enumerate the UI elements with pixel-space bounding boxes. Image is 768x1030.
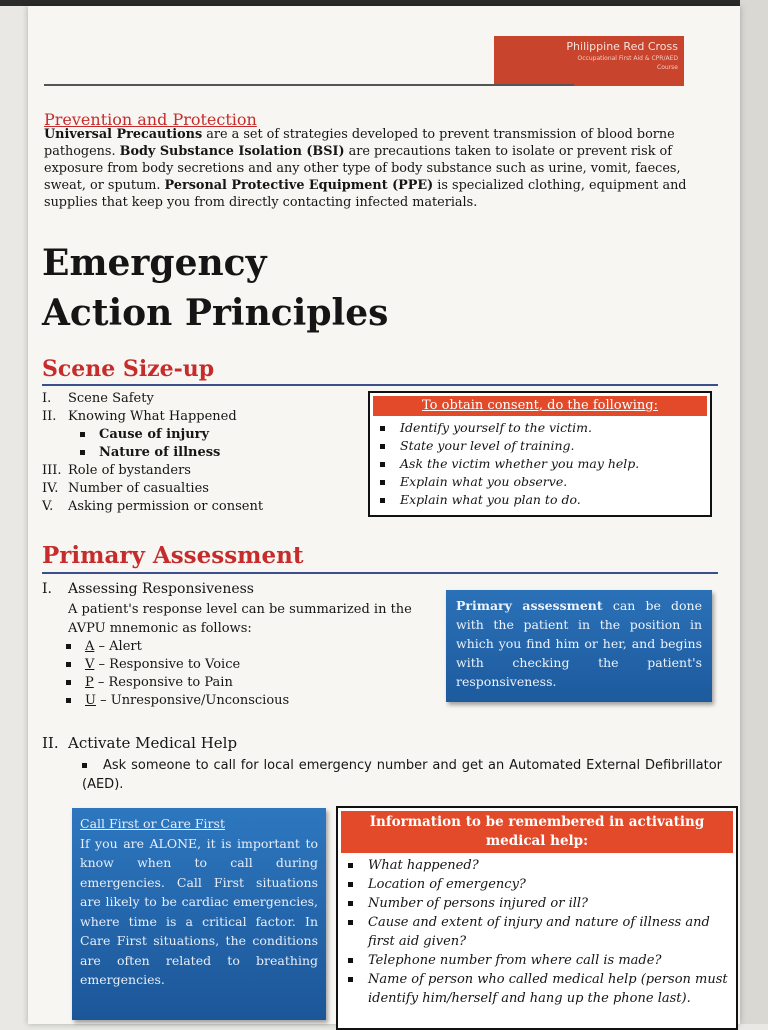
info-list	[338, 856, 736, 1008]
note-text: can be done with the patient in the position in which you find him or her, and begins with checking the patient's responsiveness.	[456, 598, 702, 689]
consent-item: Ask the victim whether you may help.	[370, 455, 710, 473]
ppe-term: Personal Protective Equipment (PPE)	[164, 178, 434, 193]
medical-help-text: Ask someone to call for local emergency number and get an Automated External Defibrillator (AED).	[82, 758, 722, 792]
info-item: Number of persons injured or ill?	[338, 894, 736, 913]
avpu-list	[66, 638, 289, 710]
header-rule	[44, 84, 574, 86]
scene-subitem: Nature of illness	[42, 444, 263, 462]
call-first-text: If you are ALONE, it is important to know when to call during emergencies. Call First situations are likely to be cardiac emergencies, where time is a critical factor. In Care First situations, the conditions are often related to breathing emergencies.	[80, 835, 318, 987]
primary-section1	[42, 580, 254, 598]
avpu-item: U – Unresponsive/Unconscious	[66, 692, 289, 710]
brand-course-line1: Occupational First Aid & CPR/AED	[577, 55, 678, 62]
prevention-heading: Prevention and Protection	[44, 110, 257, 129]
consent-header: To obtain consent, do the following:	[373, 396, 707, 416]
medical-help-title: II. Activate Medical Help	[42, 734, 238, 752]
page-title	[42, 238, 388, 338]
info-item: Cause and extent of injury and nature of illness and first aid given?	[338, 913, 736, 951]
bullet-icon	[66, 698, 71, 703]
primary-rule	[42, 572, 718, 574]
scene-rule	[42, 384, 718, 386]
bullet-icon	[82, 763, 87, 768]
document-page	[28, 6, 740, 1024]
up-term: Universal Precautions	[44, 127, 203, 142]
brand-badge	[494, 36, 684, 86]
scene-item: III. Role of bystanders	[42, 463, 191, 478]
info-header: Information to be remembered in activating medical help:	[341, 811, 733, 853]
bullet-icon	[66, 662, 71, 667]
brand-name: Philippine Red Cross	[566, 40, 678, 53]
note-bold: Primary assessment	[456, 598, 603, 613]
consent-item: Explain what you observe.	[370, 473, 710, 491]
bullet-icon	[66, 680, 71, 685]
consent-box	[368, 391, 712, 517]
avpu-item: P – Responsive to Pain	[66, 674, 289, 692]
scene-subitem: Cause of injury	[42, 426, 263, 444]
page-edge	[740, 0, 768, 1024]
bullet-icon	[66, 644, 71, 649]
avpu-item: A – Alert	[66, 638, 289, 656]
consent-item: State your level of training.	[370, 437, 710, 455]
scene-item: I. Scene Safety	[42, 391, 154, 406]
consent-item: Explain what you plan to do.	[370, 491, 710, 509]
bsi-text: are precautions taken to isolate or prevent risk of exposure from body secretions and any other type of body substance such as urine, vomit, faeces, sweat, or sputum.	[44, 144, 681, 193]
info-box	[336, 806, 738, 1030]
title-line1: Emergency	[42, 242, 267, 284]
call-first-box	[72, 808, 326, 1020]
brand-course-line2: Course	[657, 64, 678, 71]
bsi-term: Body Substance Isolation (BSI)	[119, 144, 345, 159]
up-text: are a set of strategies developed to prevent transmission of blood borne pathogens.	[44, 127, 675, 159]
bullet-icon	[80, 450, 85, 455]
primary-note-box	[446, 590, 712, 702]
info-item: Name of person who called medical help (person must identify him/herself and hang up the phone last).	[338, 970, 736, 1008]
scene-list	[42, 390, 263, 516]
section1-text: A patient's response level can be summarized in the AVPU mnemonic as follows:	[68, 602, 412, 636]
info-item: Telephone number from where call is made?	[338, 951, 736, 970]
ppe-text: is specialized clothing, equipment and supplies that keep you from directly contacting infected materials.	[44, 178, 687, 210]
bullet-icon	[80, 432, 85, 437]
prevention-paragraph	[44, 126, 724, 211]
call-first-title: Call First or Care First	[80, 816, 225, 831]
info-item: Location of emergency?	[338, 875, 736, 894]
primary-heading: Primary Assessment	[42, 542, 304, 569]
consent-list	[370, 419, 710, 509]
consent-item: Identify yourself to the victim.	[370, 419, 710, 437]
avpu-item: V – Responsive to Voice	[66, 656, 289, 674]
scene-item: IV. Number of casualties	[42, 481, 209, 496]
section1-title: I. Assessing Responsiveness	[42, 581, 254, 597]
scene-item: II. Knowing What Happened	[42, 409, 237, 424]
scene-item: V. Asking permission or consent	[42, 499, 264, 514]
info-item: What happened?	[338, 856, 736, 875]
scene-heading: Scene Size-up	[42, 356, 215, 382]
title-line2: Action Principles	[42, 292, 389, 334]
